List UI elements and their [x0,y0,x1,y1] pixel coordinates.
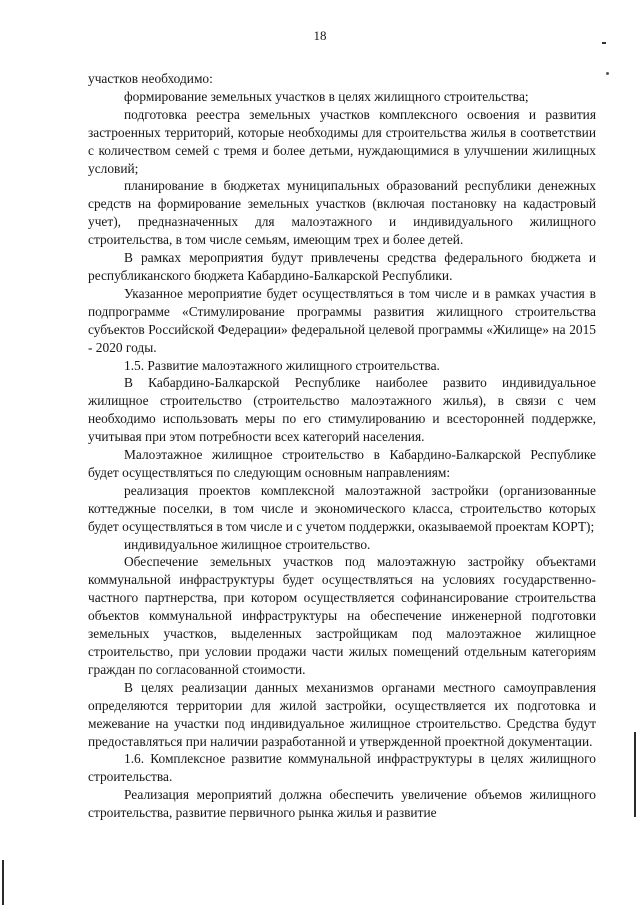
paragraph-8: В Кабардино-Балкарской Республике наиболее развито индивидуальное жилищное строительство (строительство малоэтажного жилья), в связи с чем необходимо использовать меры по его стимулированию и всесторонней поддержке, учитывая при этом потребности всех категорий населения. [88,375,596,445]
paragraph-6: Указанное мероприятие будет осуществляться в том числе и в рамках участия в подпрограмме «Стимулирование программы развития жилищного строительства субъектов Российской Федерации» федеральной целевой программы «Жилище» на 2015 - 2020 годы. [88,285,596,355]
scan-mark [602,42,606,44]
section-heading-1-6: 1.6. Комплексное развитие коммунальной инфраструктуры в целях жилищного строительства. [88,751,596,785]
paragraph-15: Реализация мероприятий должна обеспечить увеличение объемов жилищного строительства, развитие первичного рынка жилья и развитие [88,787,596,821]
paragraph-3: подготовка реестра земельных участков комплексного освоения и развития застроенных территорий, которые необходимы для строительства жилья в соответствии с количеством семей с тремя и более детьми, нуждающимися в улучшении жилищных условий; [88,106,596,176]
paragraph-13: В целях реализации данных механизмов органами местного самоуправления определяются территории для жилой застройки, осуществляется их подготовка и межевание на участки под индивидуальное жилищное строительство. Средства будут предоставляться при наличии разработанной и утвержденной проектной документации. [88,679,596,749]
section-heading-1-5: 1.5. Развитие малоэтажного жилищного строительства. [124,357,440,373]
paragraph-2: формирование земельных участков в целях жилищного строительства; [124,88,529,104]
paragraph-4: планирование в бюджетах муниципальных образований республики денежных средств на формирование земельных участков (включая постановку на кадастровый учет), предназначенных для малоэтажного и индивидуального жилищного строительства, в том числе семьям, имеющим трех и более детей. [88,178,596,248]
paragraph-12: Обеспечение земельных участков под малоэтажную застройку объектами коммунальной инфраструктуры будет осуществляться на условиях государственно-частного партнерства, при котором осуществляется софинансирование строительства объектов коммунальной инфраструктуры на обеспечение инженерной подготовки земельных участков, выделенных застройщикам под малоэтажное жилищное строительство, при условии продажи части жилых помещений отдельным категориям граждан по согласованной стоимости. [88,554,596,677]
paragraph-10: реализация проектов комплексной малоэтажной застройки (организованные коттеджные поселки, в том числе и экономического класса, строительство которых будет осуществляться в том числе и с учетом поддержки, оказываемой проектам КОРТ); [88,482,596,534]
paragraph-5: В рамках мероприятия будут привлечены средства федерального бюджета и республиканского бюджета Кабардино-Балкарской Республики. [88,250,596,283]
paragraph-9: Малоэтажное жилищное строительство в Кабардино-Балкарской Республике будет осуществляться по следующим основным направлениям: [88,447,596,480]
paragraph-1: участков необходимо: [88,71,213,86]
scan-edge-line-right [634,732,636,817]
paragraph-11: индивидуальное жилищное строительство. [124,536,371,552]
scan-dot [606,72,609,75]
document-body [88,70,596,822]
page-number: 18 [313,28,327,43]
scan-edge-line-left [2,860,4,905]
